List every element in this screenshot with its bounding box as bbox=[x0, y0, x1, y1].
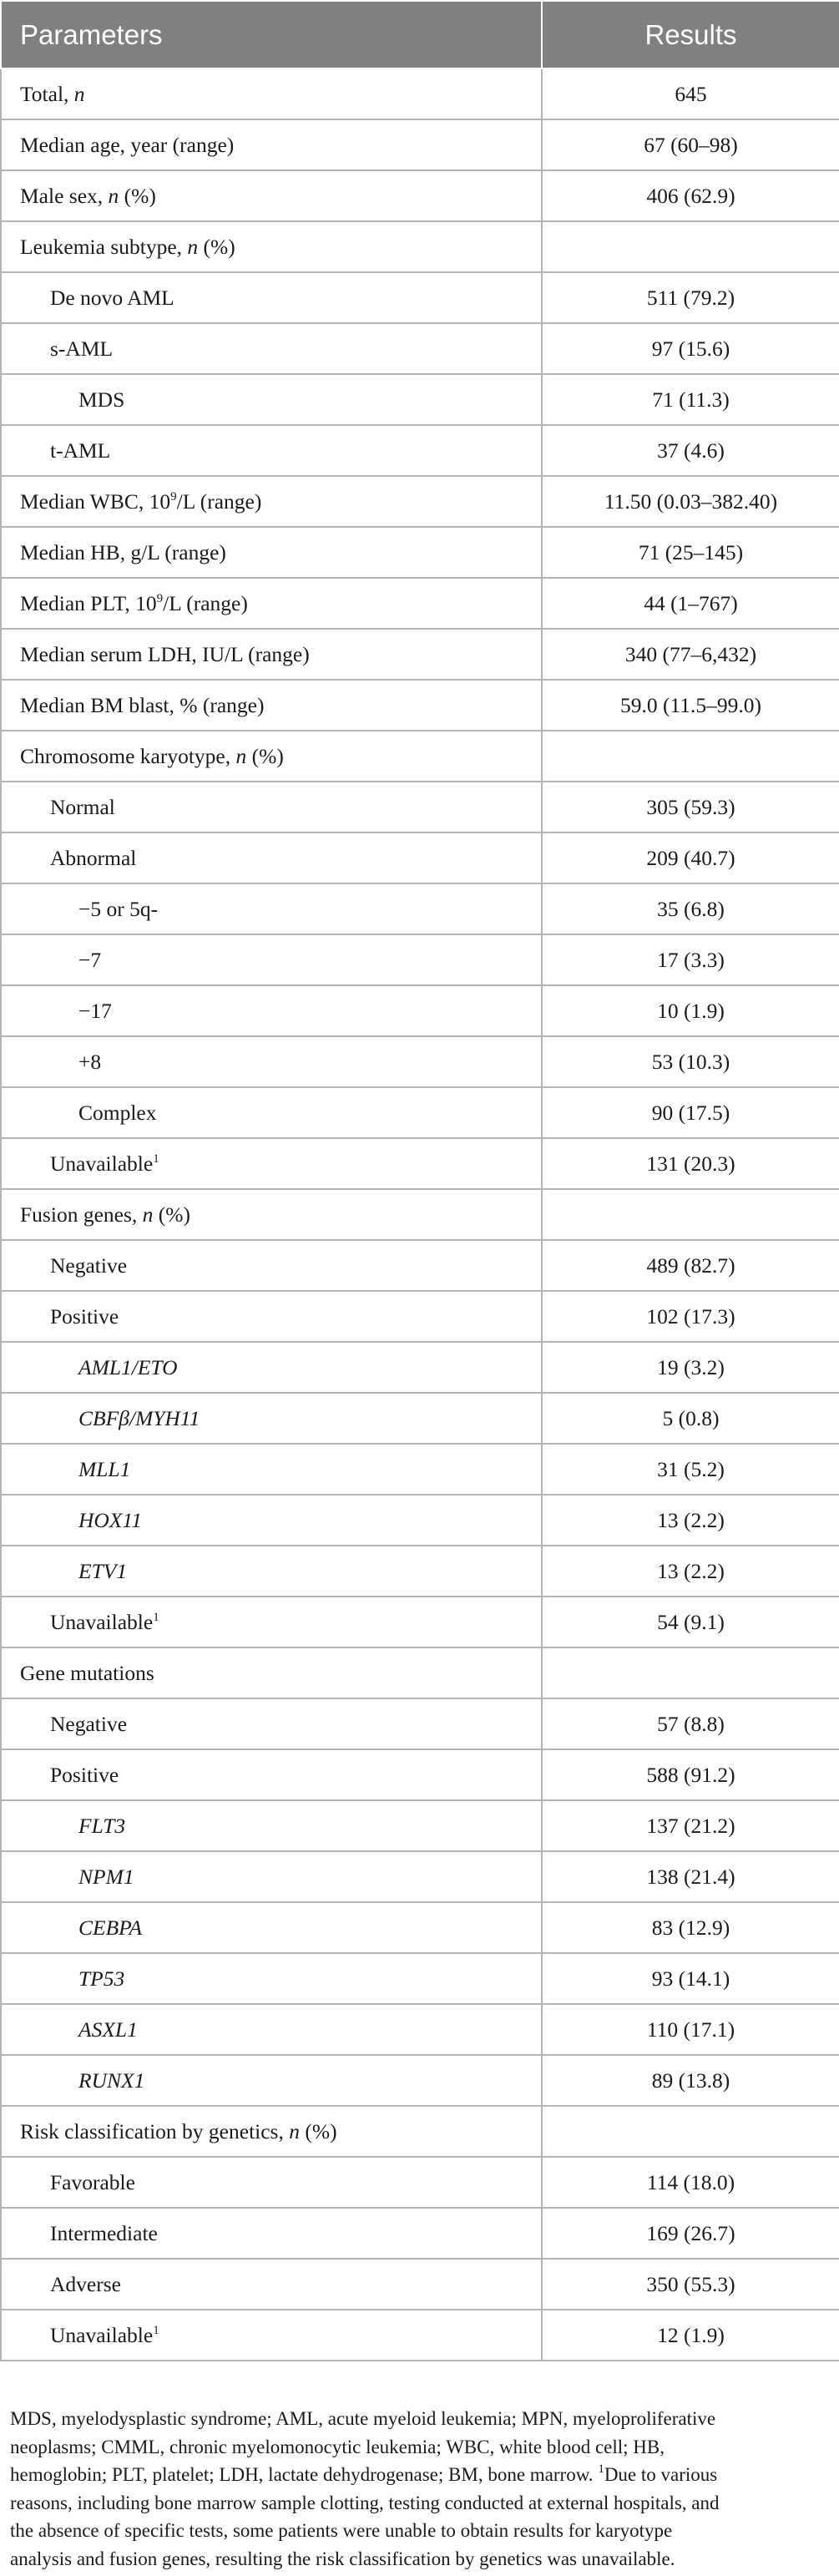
parameter-italic: ASXL1 bbox=[78, 2017, 138, 2042]
result-cell: 588 (91.2) bbox=[542, 1749, 839, 1800]
parameter-cell bbox=[1, 68, 542, 119]
table-body bbox=[1, 68, 839, 2361]
parameter-cell bbox=[1, 1902, 542, 1953]
parameter-cell bbox=[1, 425, 542, 476]
parameter-label: +8 bbox=[78, 1049, 102, 1074]
parameter-label: Total, bbox=[20, 81, 74, 106]
result-cell: 169 (26.7) bbox=[542, 2208, 839, 2259]
result-cell bbox=[542, 1647, 839, 1698]
result-cell: 209 (40.7) bbox=[542, 833, 839, 883]
result-cell: 37 (4.6) bbox=[542, 425, 839, 476]
footnote-line: analysis and fusion genes, resulting the risk classification by genetics was unavailable. bbox=[10, 2548, 675, 2569]
result-cell: 67 (60–98) bbox=[542, 119, 839, 170]
parameter-label: Median HB, g/L (range) bbox=[20, 539, 226, 564]
footnote-line: reasons, including bone marrow sample clotting, testing conducted at external hospitals, and bbox=[10, 2492, 720, 2513]
parameter-cell bbox=[1, 2259, 542, 2310]
table-row bbox=[1, 1138, 839, 1189]
table-row bbox=[1, 2310, 839, 2361]
table-row bbox=[1, 2157, 839, 2208]
parameter-italic: n bbox=[187, 234, 199, 259]
result-cell: 54 (9.1) bbox=[542, 1597, 839, 1647]
parameter-cell bbox=[1, 680, 542, 731]
header-results: Results bbox=[542, 1, 839, 68]
superscript: 1 bbox=[153, 1151, 159, 1166]
parameter-label: Fusion genes, bbox=[20, 1202, 143, 1227]
parameter-cell bbox=[1, 1036, 542, 1087]
result-cell: 12 (1.9) bbox=[542, 2310, 839, 2361]
parameter-label: Negative bbox=[50, 1711, 128, 1736]
parameter-cell bbox=[1, 1393, 542, 1444]
parameter-cell bbox=[1, 782, 542, 833]
result-cell: 5 (0.8) bbox=[542, 1393, 839, 1444]
table-row bbox=[1, 1444, 839, 1495]
parameter-cell bbox=[1, 2208, 542, 2259]
parameter-label: Median BM blast, % (range) bbox=[20, 692, 265, 717]
table-row bbox=[1, 1851, 839, 1902]
parameter-cell bbox=[1, 374, 542, 425]
parameter-italic: MLL1 bbox=[78, 1456, 131, 1481]
result-cell: 83 (12.9) bbox=[542, 1902, 839, 1953]
parameter-cell bbox=[1, 985, 542, 1036]
parameter-label: Median age, year (range) bbox=[20, 132, 235, 157]
parameter-italic: n bbox=[108, 183, 119, 208]
parameter-label: Risk classification by genetics, bbox=[20, 2118, 290, 2143]
table-row bbox=[1, 374, 839, 425]
parameter-cell bbox=[1, 2055, 542, 2106]
parameter-label: De novo AML bbox=[50, 285, 174, 310]
footnote-line: neoplasms; CMML, chronic myelomonocytic leukemia; WBC, white blood cell; HB, bbox=[10, 2436, 665, 2457]
parameter-italic: CBFβ/MYH11 bbox=[78, 1405, 200, 1430]
table-row bbox=[1, 1291, 839, 1342]
table-row bbox=[1, 1189, 839, 1240]
result-cell: 97 (15.6) bbox=[542, 323, 839, 374]
result-cell bbox=[542, 221, 839, 272]
table-row bbox=[1, 2055, 839, 2106]
result-cell: 645 bbox=[542, 68, 839, 119]
parameter-suffix: (%) bbox=[153, 1202, 190, 1227]
parameter-cell bbox=[1, 1138, 542, 1189]
parameter-label: Male sex, bbox=[20, 183, 109, 208]
table-row bbox=[1, 323, 839, 374]
result-cell: 53 (10.3) bbox=[542, 1036, 839, 1087]
parameter-italic: AML1/ETO bbox=[78, 1354, 178, 1379]
parameter-cell bbox=[1, 170, 542, 221]
result-cell: 71 (25–145) bbox=[542, 527, 839, 578]
result-cell: 71 (11.3) bbox=[542, 374, 839, 425]
table-row bbox=[1, 833, 839, 883]
parameter-italic: RUNX1 bbox=[78, 2067, 145, 2093]
parameter-suffix: /L (range) bbox=[176, 488, 262, 514]
parameter-italic: n bbox=[235, 743, 247, 768]
parameter-cell bbox=[1, 2004, 542, 2055]
table-row bbox=[1, 425, 839, 476]
table-row bbox=[1, 221, 839, 272]
parameter-label: −7 bbox=[78, 947, 102, 972]
parameter-cell bbox=[1, 1291, 542, 1342]
parameter-label: Positive bbox=[50, 1303, 119, 1328]
result-cell: 350 (55.3) bbox=[542, 2259, 839, 2310]
result-cell: 114 (18.0) bbox=[542, 2157, 839, 2208]
parameter-suffix: (%) bbox=[299, 2118, 337, 2143]
parameter-label: Gene mutations bbox=[20, 1660, 154, 1685]
table-row bbox=[1, 2208, 839, 2259]
table-row bbox=[1, 1597, 839, 1647]
table-row bbox=[1, 1087, 839, 1138]
result-cell: 13 (2.2) bbox=[542, 1495, 839, 1546]
result-cell: 489 (82.7) bbox=[542, 1240, 839, 1291]
result-cell: 93 (14.1) bbox=[542, 1953, 839, 2004]
table-row bbox=[1, 2106, 839, 2157]
result-cell: 102 (17.3) bbox=[542, 1291, 839, 1342]
result-cell: 340 (77–6,432) bbox=[542, 629, 839, 680]
parameter-italic: HOX11 bbox=[78, 1507, 143, 1532]
table-row bbox=[1, 1546, 839, 1597]
parameter-cell bbox=[1, 527, 542, 578]
parameter-italic: FLT3 bbox=[78, 1813, 126, 1838]
result-cell: 89 (13.8) bbox=[542, 2055, 839, 2106]
parameter-cell bbox=[1, 119, 542, 170]
table-row bbox=[1, 1749, 839, 1800]
parameter-cell bbox=[1, 1851, 542, 1902]
footnote-text: hemoglobin; PLT, platelet; LDH, lactate dehydrogenase; BM, bone marrow. bbox=[10, 2464, 599, 2485]
parameter-cell bbox=[1, 1953, 542, 2004]
table-row bbox=[1, 1240, 839, 1291]
parameter-cell bbox=[1, 1189, 542, 1240]
parameter-cell bbox=[1, 629, 542, 680]
result-cell: 406 (62.9) bbox=[542, 170, 839, 221]
table-header-row bbox=[1, 1, 839, 68]
parameter-label: Favorable bbox=[50, 2169, 135, 2194]
result-cell: 511 (79.2) bbox=[542, 272, 839, 323]
result-cell: 90 (17.5) bbox=[542, 1087, 839, 1138]
footnote-line: MDS, myelodysplastic syndrome; AML, acute myeloid leukemia; MPN, myeloproliferative bbox=[10, 2408, 716, 2429]
result-cell: 131 (20.3) bbox=[542, 1138, 839, 1189]
table-row bbox=[1, 476, 839, 527]
parameter-label: MDS bbox=[78, 387, 125, 412]
result-cell: 13 (2.2) bbox=[542, 1546, 839, 1597]
result-cell: 44 (1–767) bbox=[542, 578, 839, 629]
table-row bbox=[1, 1800, 839, 1851]
parameter-label: Negative bbox=[50, 1253, 128, 1278]
parameter-cell bbox=[1, 1749, 542, 1800]
parameter-label: t-AML bbox=[50, 438, 111, 463]
parameter-suffix: (%) bbox=[119, 183, 156, 208]
result-cell: 59.0 (11.5–99.0) bbox=[542, 680, 839, 731]
parameter-cell bbox=[1, 221, 542, 272]
header-parameters: Parameters bbox=[1, 1, 542, 68]
parameter-label: Positive bbox=[50, 1762, 119, 1787]
parameter-italic: n bbox=[73, 81, 85, 106]
parameter-label: Chromosome karyotype, bbox=[20, 743, 236, 768]
parameter-cell bbox=[1, 1444, 542, 1495]
table-row bbox=[1, 2259, 839, 2310]
parameter-cell bbox=[1, 323, 542, 374]
parameter-label: Normal bbox=[50, 794, 115, 819]
table-row bbox=[1, 119, 839, 170]
table-row bbox=[1, 527, 839, 578]
parameter-label: Adverse bbox=[50, 2271, 121, 2296]
table-row bbox=[1, 170, 839, 221]
parameter-italic: TP53 bbox=[78, 1966, 125, 1991]
result-cell: 35 (6.8) bbox=[542, 883, 839, 934]
table-row bbox=[1, 1036, 839, 1087]
superscript: 1 bbox=[153, 2323, 159, 2337]
parameter-suffix: /L (range) bbox=[163, 590, 248, 615]
table-row bbox=[1, 731, 839, 782]
result-cell: 305 (59.3) bbox=[542, 782, 839, 833]
result-cell: 19 (3.2) bbox=[542, 1342, 839, 1393]
parameter-cell bbox=[1, 1087, 542, 1138]
parameter-label: Unavailable bbox=[50, 1609, 154, 1634]
table-row bbox=[1, 629, 839, 680]
footnote-line bbox=[10, 2461, 832, 2489]
parameter-italic: ETV1 bbox=[78, 1558, 128, 1583]
table-row bbox=[1, 1393, 839, 1444]
parameter-suffix: (%) bbox=[198, 234, 235, 259]
parameter-label: Median PLT, 10 bbox=[20, 590, 157, 615]
parameter-cell bbox=[1, 1647, 542, 1698]
parameter-label: Leukemia subtype, bbox=[20, 234, 188, 259]
result-cell: 11.50 (0.03–382.40) bbox=[542, 476, 839, 527]
table-row bbox=[1, 985, 839, 1036]
table-row bbox=[1, 934, 839, 985]
superscript: 1 bbox=[153, 1610, 159, 1624]
table-row bbox=[1, 680, 839, 731]
parameter-cell bbox=[1, 1495, 542, 1546]
parameter-label: Abnormal bbox=[50, 845, 137, 870]
footnote-line: the absence of specific tests, some patients were unable to obtain results for karyotype bbox=[10, 2520, 673, 2541]
parameter-cell bbox=[1, 934, 542, 985]
parameter-label: Unavailable bbox=[50, 2322, 154, 2347]
parameter-cell bbox=[1, 578, 542, 629]
parameter-italic: n bbox=[142, 1202, 154, 1227]
parameter-label: Complex bbox=[78, 1100, 157, 1125]
parameter-cell bbox=[1, 1597, 542, 1647]
parameter-cell bbox=[1, 1698, 542, 1749]
superscript: 9 bbox=[156, 591, 164, 605]
parameter-cell bbox=[1, 1342, 542, 1393]
parameter-label: Median WBC, 10 bbox=[20, 488, 171, 514]
parameter-italic: n bbox=[289, 2118, 300, 2143]
parameter-cell bbox=[1, 2310, 542, 2361]
parameter-cell bbox=[1, 883, 542, 934]
footnote-text: Due to various bbox=[604, 2464, 718, 2485]
parameter-cell bbox=[1, 1240, 542, 1291]
parameter-label: s-AML bbox=[50, 336, 114, 361]
table-row bbox=[1, 1902, 839, 1953]
result-cell: 57 (8.8) bbox=[542, 1698, 839, 1749]
parameter-label: −17 bbox=[78, 998, 112, 1023]
table-footnote bbox=[10, 2405, 832, 2573]
result-cell: 110 (17.1) bbox=[542, 2004, 839, 2055]
parameter-suffix: (%) bbox=[246, 743, 284, 768]
parameter-cell bbox=[1, 833, 542, 883]
table-row bbox=[1, 2004, 839, 2055]
result-cell: 31 (5.2) bbox=[542, 1444, 839, 1495]
result-cell bbox=[542, 2106, 839, 2157]
footnote-marker: 1 bbox=[598, 2462, 604, 2476]
parameter-cell bbox=[1, 272, 542, 323]
result-cell: 138 (21.4) bbox=[542, 1851, 839, 1902]
result-cell: 17 (3.3) bbox=[542, 934, 839, 985]
parameter-cell bbox=[1, 1800, 542, 1851]
table-row bbox=[1, 272, 839, 323]
table-row bbox=[1, 883, 839, 934]
parameter-label: Median serum LDH, IU/L (range) bbox=[20, 641, 310, 666]
table-row bbox=[1, 1495, 839, 1546]
parameter-cell bbox=[1, 2106, 542, 2157]
result-cell bbox=[542, 731, 839, 782]
parameter-italic: NPM1 bbox=[78, 1864, 134, 1889]
table-row bbox=[1, 1953, 839, 2004]
superscript: 9 bbox=[170, 489, 177, 504]
table-row bbox=[1, 1342, 839, 1393]
result-cell: 137 (21.2) bbox=[542, 1800, 839, 1851]
parameter-label: Unavailable bbox=[50, 1151, 154, 1176]
parameter-cell bbox=[1, 476, 542, 527]
parameter-cell bbox=[1, 2157, 542, 2208]
table-row bbox=[1, 1698, 839, 1749]
table-row bbox=[1, 68, 839, 119]
parameter-cell bbox=[1, 731, 542, 782]
parameter-label: Intermediate bbox=[50, 2220, 158, 2245]
parameter-cell bbox=[1, 1546, 542, 1597]
table-row bbox=[1, 578, 839, 629]
parameter-italic: CEBPA bbox=[78, 1915, 143, 1940]
table-row bbox=[1, 782, 839, 833]
result-cell: 10 (1.9) bbox=[542, 985, 839, 1036]
result-cell bbox=[542, 1189, 839, 1240]
table-row bbox=[1, 1647, 839, 1698]
parameter-label: −5 or 5q- bbox=[78, 896, 159, 921]
